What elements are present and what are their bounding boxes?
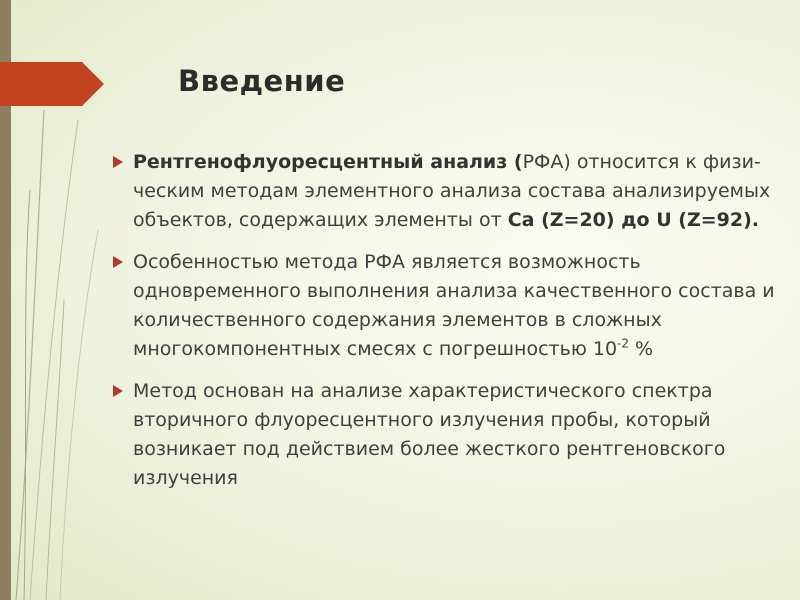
arrow-bullet-icon <box>112 155 124 169</box>
exponent: -2 <box>617 336 629 351</box>
bullet-item <box>112 377 798 493</box>
bullet-text: Метод основан на анализе характеристического спектра вторичного флуоресцентного излучения пробы, который возникает под действием более жесткого рентгеновского излучения <box>133 380 726 489</box>
slide-title: Введение <box>178 64 346 98</box>
bullet-bold-tail: Ca (Z=20) до U (Z=92). <box>507 209 759 231</box>
bullet-text: Особенностью метода РФА является возможность одновременного выполнения анализа качественного состава и количественного содержания элементов в сложных многокомпонентных смесях с погрешностью 10 <box>133 251 775 360</box>
bullet-item <box>112 248 798 364</box>
bullet-suffix: % <box>629 338 654 360</box>
slide-content <box>112 148 798 506</box>
bullet-text: РФА) относится к физи-ческим методам элементного анализа состава анализируемых объектов, содержащих элементы от <box>133 151 771 231</box>
arrow-bullet-icon <box>112 384 124 398</box>
bullet-item <box>112 148 798 235</box>
arrow-bullet-icon <box>112 255 124 269</box>
bullet-bold-lead: Рентгенофлуоресцентный анализ ( <box>133 151 523 173</box>
title-arrow-shape <box>0 62 104 106</box>
